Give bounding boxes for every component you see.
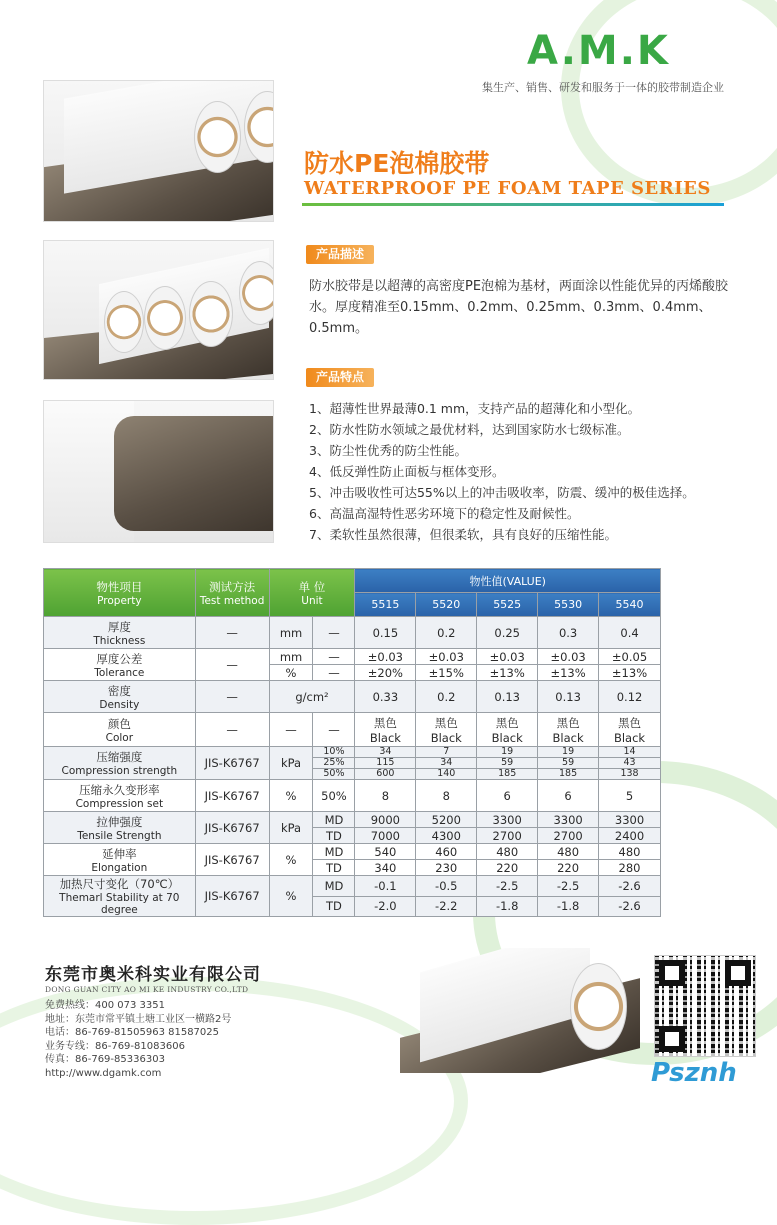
table-header: 5515 <box>355 593 416 617</box>
table-header: 物性项目 Property <box>44 569 196 617</box>
property-name: 压缩强度 Compression strength <box>44 747 196 780</box>
property-name: 颜色 Color <box>44 713 196 747</box>
product-photo <box>43 240 274 380</box>
address: 地址：东莞市常平镇土塘工业区一横路2号 <box>45 1013 232 1025</box>
table-header: 5530 <box>538 593 599 617</box>
list-item: 5、冲击吸收性可达55%以上的冲击吸收率，防震、缓冲的极佳选择。 <box>309 485 695 500</box>
list-item: 4、低反弹性防止面板与框体变形。 <box>309 464 505 479</box>
product-photo <box>400 948 640 1073</box>
company-name: 东莞市奥米科实业有限公司 <box>45 965 261 985</box>
table-header: 5525 <box>477 593 538 617</box>
spec-table <box>43 568 661 917</box>
list-item: 3、防尘性优秀的防尘性能。 <box>309 443 467 458</box>
contact-info <box>45 999 231 1080</box>
features-heading: 产品特点 <box>306 368 374 387</box>
table-header: 单 位 Unit <box>269 569 355 617</box>
table-row: 延伸率 Elongation JIS-K6767 % MD 540 460 480 480 480 <box>44 844 661 860</box>
table-row: 厚度公差 Tolerance — mm — ±0.03 ±0.03 ±0.03 ±0.03 ±0.05 <box>44 649 661 665</box>
qr-code <box>654 955 756 1057</box>
company-logo: A.M.K <box>527 28 670 74</box>
phone: 电话：86-769-81505963 81587025 <box>45 1027 220 1038</box>
list-item: 2、防水性防水领域之最优材料，达到国家防水七级标准。 <box>309 422 630 437</box>
page-subtitle: WATERPROOF PE FOAM TAPE SERIES <box>304 178 711 199</box>
table-row: TD -2.0 -2.2 -1.8 -1.8 -2.6 <box>44 896 661 917</box>
list-item: 7、柔软性虽然很薄，但很柔软，具有良好的压缩性能。 <box>309 527 617 542</box>
business-line: 业务专线：86-769-81083606 <box>45 1040 185 1052</box>
property-name: 延伸率 Elongation <box>44 844 196 876</box>
title-underline <box>302 203 724 206</box>
property-name: 厚度 Thickness <box>44 617 196 649</box>
watermark: Psznh <box>651 1058 737 1088</box>
table-row: 25% 115 34 59 59 43 <box>44 758 661 769</box>
table-row: TD 7000 4300 2700 2700 2400 <box>44 828 661 844</box>
description-text: 防水胶带是以超薄的高密度PE泡棉为基材，两面涂以性能优异的丙烯酸胶水。厚度精准至0.15mm、0.2mm、0.25mm、0.3mm、0.4mm、0.5mm。 <box>309 279 729 336</box>
company-name-en: DONG GUAN CITY AO MI KE INDUSTRY CO.,LTD <box>45 985 249 994</box>
table-row: 颜色 Color — — — 黑色 Black 黑色 Black 黑色 Black 黑色 Black 黑色 Black <box>44 713 661 747</box>
table-row: TD 340 230 220 220 280 <box>44 860 661 876</box>
property-name: 压缩永久变形率 Compression set <box>44 780 196 812</box>
website-link[interactable]: http://www.dgamk.com <box>45 1067 162 1079</box>
list-item: 1、超薄性世界最薄0.1 mm，支持产品的超薄化和小型化。 <box>309 401 641 416</box>
table-header: 物性值(VALUE) <box>355 569 661 593</box>
table-row: 厚度 Thickness — mm — 0.15 0.2 0.25 0.3 0.4 <box>44 617 661 649</box>
features-list <box>309 398 739 545</box>
list-item: 6、高温高湿特性恶劣环境下的稳定性及耐候性。 <box>309 506 580 521</box>
property-name: 拉伸强度 Tensile Strength <box>44 812 196 844</box>
table-header: 测试方法 Test method <box>195 569 269 617</box>
product-photo <box>43 80 274 222</box>
product-photo <box>43 400 274 543</box>
hotline: 免费热线：400 073 3351 <box>45 1000 165 1011</box>
table-row: 压缩永久变形率 Compression set JIS-K6767 % 50% 8 8 6 6 5 <box>44 780 661 812</box>
table-header: 5520 <box>416 593 477 617</box>
table-row: 50% 600 140 185 185 138 <box>44 769 661 780</box>
description-heading: 产品描述 <box>306 245 374 264</box>
property-name: 密度 Density <box>44 681 196 713</box>
table-row: % — ±20% ±15% ±13% ±13% ±13% <box>44 665 661 681</box>
table-row: 压缩强度 Compression strength JIS-K6767 kPa 10% 34 7 19 19 14 <box>44 747 661 758</box>
table-header: 5540 <box>599 593 661 617</box>
property-name: 加热尺寸变化（70℃） Themarl Stability at 70 degree <box>44 876 196 917</box>
page-title: 防水PE泡棉胶带 <box>304 149 490 178</box>
property-name: 厚度公差 Tolerance <box>44 649 196 681</box>
table-row: 加热尺寸变化（70℃） Themarl Stability at 70 degree JIS-K6767 % MD -0.1 -0.5 -2.5 -2.5 -2.6 <box>44 876 661 897</box>
company-slogan: 集生产、销售、研发和服务于一体的胶带制造企业 <box>482 81 724 94</box>
table-row: 拉伸强度 Tensile Strength JIS-K6767 kPa MD 9000 5200 3300 3300 3300 <box>44 812 661 828</box>
table-row: 密度 Density — g/cm² 0.33 0.2 0.13 0.13 0.12 <box>44 681 661 713</box>
fax: 传真：86-769-85336303 <box>45 1054 165 1065</box>
